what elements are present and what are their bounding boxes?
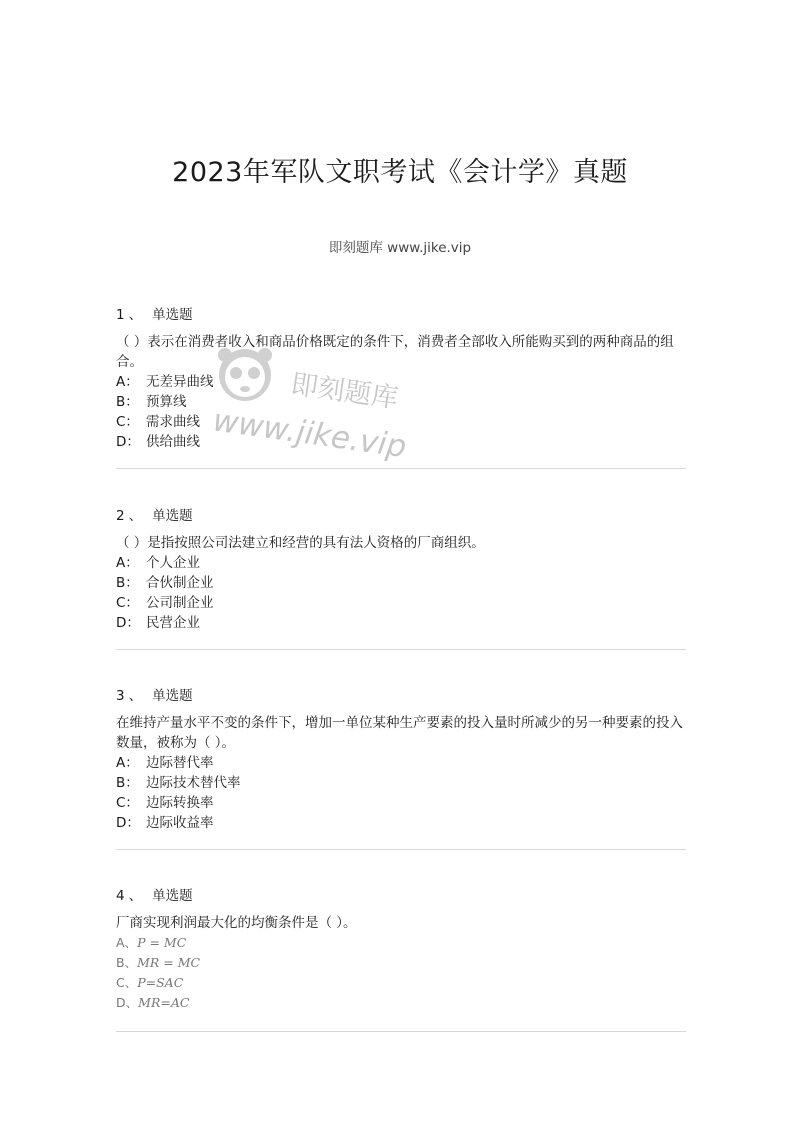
watermark-name: 即刻题库	[288, 368, 401, 415]
option-c[interactable]	[116, 412, 686, 432]
question-text: 在维持产量水平不变的条件下，增加一单位某种生产要素的投入量时所减少的另一种要素的投入数量，被称为（ ）。	[116, 715, 683, 751]
option-a[interactable]	[116, 933, 686, 953]
option-letter: A：	[116, 755, 139, 771]
option-formula: P=SAC	[137, 975, 184, 990]
option-b[interactable]	[116, 953, 686, 973]
divider	[116, 1031, 686, 1032]
option-text: 边际转换率	[146, 795, 214, 811]
question-header	[116, 506, 686, 526]
option-text: 民营企业	[146, 615, 200, 631]
question-text: 厂商实现利润最大化的均衡条件是（ ）。	[116, 915, 357, 931]
question-header	[116, 305, 686, 325]
option-letter: D：	[116, 615, 140, 631]
option-letter: C：	[116, 595, 139, 611]
option-text: 边际收益率	[146, 815, 214, 831]
option-letter: C、	[116, 975, 138, 990]
question-4	[116, 886, 686, 1013]
option-formula: P = MC	[137, 935, 187, 950]
question-separator: 、	[128, 508, 143, 524]
option-text: 无差异曲线	[146, 374, 214, 390]
option-text: 个人企业	[146, 555, 200, 571]
option-a[interactable]	[116, 753, 686, 773]
question-text: （ ）是指按照公司法建立和经营的具有法人资格的厂商组织。	[116, 535, 485, 551]
option-letter: A：	[116, 555, 139, 571]
question-type: 单选题	[152, 307, 193, 323]
question-header	[116, 686, 686, 706]
option-c[interactable]	[116, 973, 686, 993]
option-b[interactable]	[116, 392, 686, 412]
option-letter: B：	[116, 394, 139, 410]
divider	[116, 468, 686, 469]
option-letter: B：	[116, 775, 139, 791]
page-title: 2023年军队文职考试《会计学》真题	[172, 157, 628, 188]
question-text: （ ）表示在消费者收入和商品价格既定的条件下，消费者全部收入所能购买到的两种商品的组合。	[116, 334, 674, 370]
option-a[interactable]	[116, 372, 686, 392]
option-b[interactable]	[116, 573, 686, 593]
option-c[interactable]	[116, 593, 686, 613]
question-1	[116, 305, 686, 452]
option-a[interactable]	[116, 553, 686, 573]
option-letter: B：	[116, 575, 139, 591]
option-letter: B、	[116, 955, 138, 970]
question-number: 1	[116, 307, 125, 323]
option-letter: A、	[116, 935, 138, 950]
option-text: 边际替代率	[146, 755, 214, 771]
question-type: 单选题	[152, 688, 193, 704]
question-separator: 、	[128, 688, 143, 704]
question-separator: 、	[128, 888, 143, 904]
divider	[116, 649, 686, 650]
divider	[116, 849, 686, 850]
option-letter: D：	[116, 434, 140, 450]
option-d[interactable]	[116, 613, 686, 633]
question-number: 4	[116, 888, 125, 904]
question-3	[116, 686, 686, 833]
option-formula: MR=AC	[138, 995, 190, 1010]
option-text: 供给曲线	[146, 434, 200, 450]
question-header	[116, 886, 686, 906]
page-subtitle: 即刻题库 www.jike.vip	[328, 240, 472, 256]
option-text: 需求曲线	[146, 414, 200, 430]
option-text: 合伙制企业	[146, 575, 214, 591]
question-2	[116, 506, 686, 633]
option-formula: MR = MC	[137, 955, 201, 970]
option-letter: D：	[116, 815, 140, 831]
question-number: 3	[116, 688, 125, 704]
option-text: 公司制企业	[146, 595, 214, 611]
option-d[interactable]	[116, 993, 686, 1013]
option-text: 预算线	[146, 394, 187, 410]
option-b[interactable]	[116, 773, 686, 793]
option-c[interactable]	[116, 793, 686, 813]
option-letter: A：	[116, 374, 139, 390]
question-separator: 、	[128, 307, 143, 323]
option-letter: C：	[116, 795, 139, 811]
option-d[interactable]	[116, 432, 686, 452]
question-type: 单选题	[152, 888, 193, 904]
option-d[interactable]	[116, 813, 686, 833]
option-letter: D、	[116, 995, 139, 1010]
watermark-url: www.jike.vip	[210, 402, 409, 466]
question-number: 2	[116, 508, 125, 524]
option-letter: C：	[116, 414, 139, 430]
option-text: 边际技术替代率	[146, 775, 241, 791]
question-type: 单选题	[152, 508, 193, 524]
